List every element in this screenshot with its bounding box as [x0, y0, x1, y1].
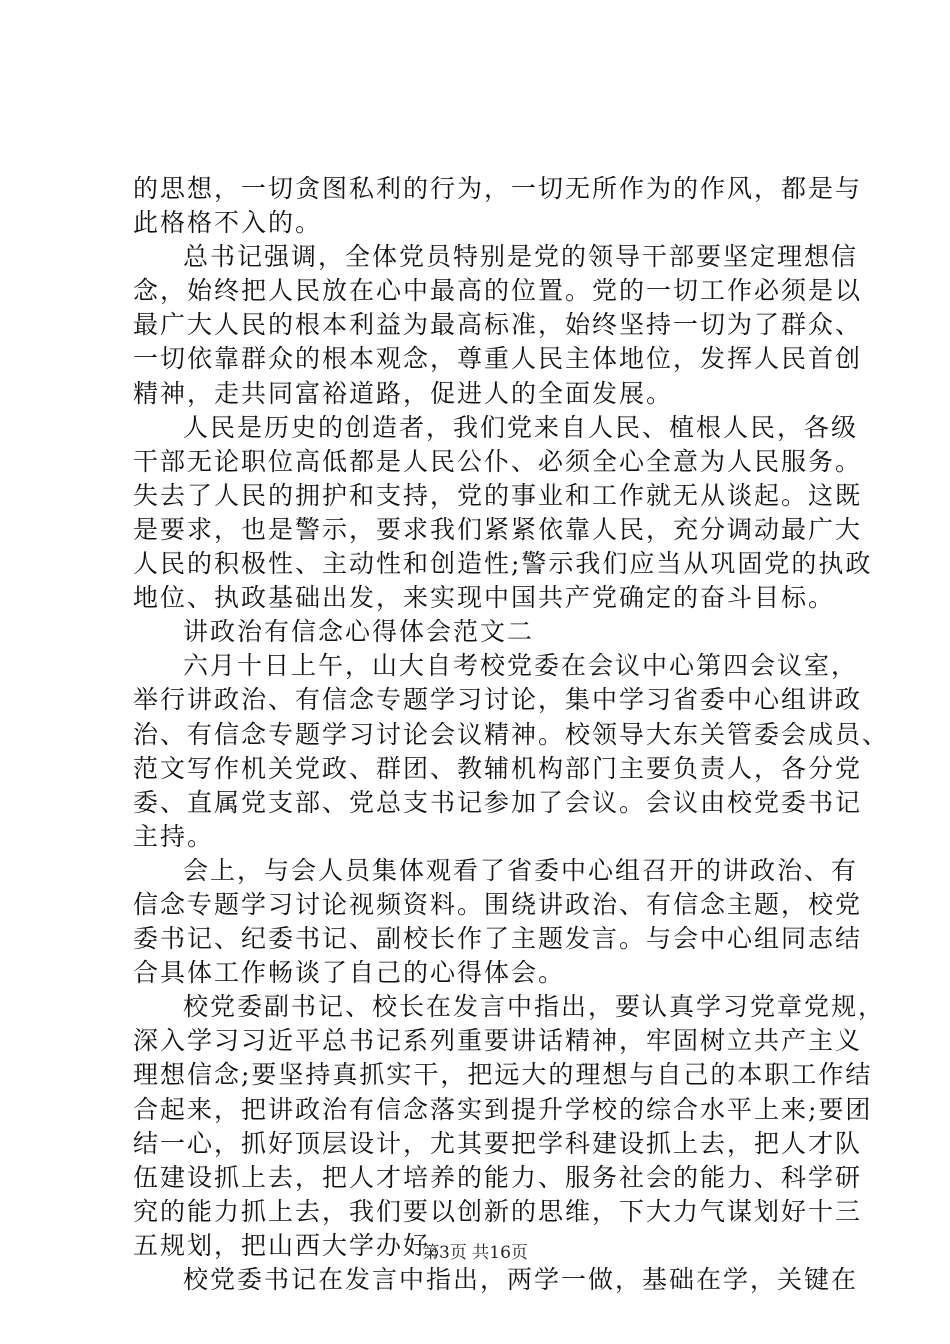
text-line: 五规划，把山西大学办好。	[133, 1230, 458, 1260]
text-line: 最广大人民的根本利益为最高标准，始终坚持一切为了群众、	[133, 310, 863, 340]
text-line: 治、有信念专题学习讨论会议精神。校领导大东关管委会成员、	[133, 719, 890, 749]
text-line: 主持。	[133, 821, 215, 851]
text-line: 合具体工作畅谈了自己的心得体会。	[133, 958, 566, 988]
text-line: 此格格不入的。	[133, 208, 323, 238]
text-line: 一切依靠群众的根本观念，尊重人民主体地位，发挥人民首创	[133, 344, 863, 374]
body-text	[133, 172, 890, 1297]
text-line: 是要求，也是警示，要求我们紧紧依靠人民，充分调动最广大	[133, 514, 863, 544]
text-line: 讲政治有信念心得体会范文二	[183, 617, 535, 647]
page-footer: 第3页 共16页	[422, 1243, 528, 1263]
text-line: 人民是历史的创造者，我们党来自人民、植根人民，各级	[183, 412, 859, 442]
text-line: 信念专题学习讨论视频资料。围绕讲政治、有信念主题，校党	[133, 889, 863, 919]
text-line: 究的能力抓上去，我们要以创新的思维，下大力气谋划好十三	[133, 1196, 863, 1226]
text-line: 校党委书记在发言中指出，两学一做，基础在学，关键在	[183, 1265, 859, 1294]
text-line: 干部无论职位高低都是人民公仆、必须全心全意为人民服务。	[133, 446, 863, 476]
text-line: 委、直属党支部、党总支书记参加了会议。会议由校党委书记	[133, 787, 863, 817]
text-line: 校党委副书记、校长在发言中指出，要认真学习党章党规，	[183, 992, 886, 1022]
text-line: 会上，与会人员集体观看了省委中心组召开的讲政治、有	[183, 855, 859, 885]
text-line: 结一心，抓好顶层设计，尤其要把学科建设抓上去，把人才队	[133, 1128, 863, 1158]
text-line: 的思想，一切贪图私利的行为，一切无所作为的作风，都是与	[133, 174, 863, 203]
text-line: 范文写作机关党政、群团、教辅机构部门主要负责人，各分党	[133, 753, 863, 783]
text-line: 委书记、纪委书记、副校长作了主题发言。与会中心组同志结	[133, 924, 863, 954]
text-line: 合起来，把讲政治有信念落实到提升学校的综合水平上来;要团	[133, 1094, 873, 1124]
text-line: 总书记强调，全体党员特别是党的领导干部要坚定理想信	[183, 242, 859, 272]
text-line: 地位、执政基础出发，来实现中国共产党确定的奋斗目标。	[133, 583, 836, 613]
text-line: 人民的积极性、主动性和创造性;警示我们应当从巩固党的执政	[133, 549, 873, 579]
text-line: 失去了人民的拥护和支持，党的事业和工作就无从谈起。这既	[133, 480, 863, 510]
text-line: 深入学习习近平总书记系列重要讲话精神，牢固树立共产主义	[133, 1026, 863, 1056]
text-line: 伍建设抓上去，把人才培养的能力、服务社会的能力、科学研	[133, 1162, 863, 1192]
text-line: 六月十日上午，山大自考校党委在会议中心第四会议室，	[183, 651, 859, 681]
text-line: 理想信念;要坚持真抓实干，把远大的理想与自己的本职工作结	[133, 1060, 873, 1090]
text-line: 举行讲政治、有信念专题学习讨论，集中学习省委中心组讲政	[133, 685, 863, 715]
text-line: 念，始终把人民放在心中最高的位置。党的一切工作必须是以	[133, 276, 863, 306]
text-line: 精神，走共同富裕道路，促进人的全面发展。	[133, 378, 674, 408]
